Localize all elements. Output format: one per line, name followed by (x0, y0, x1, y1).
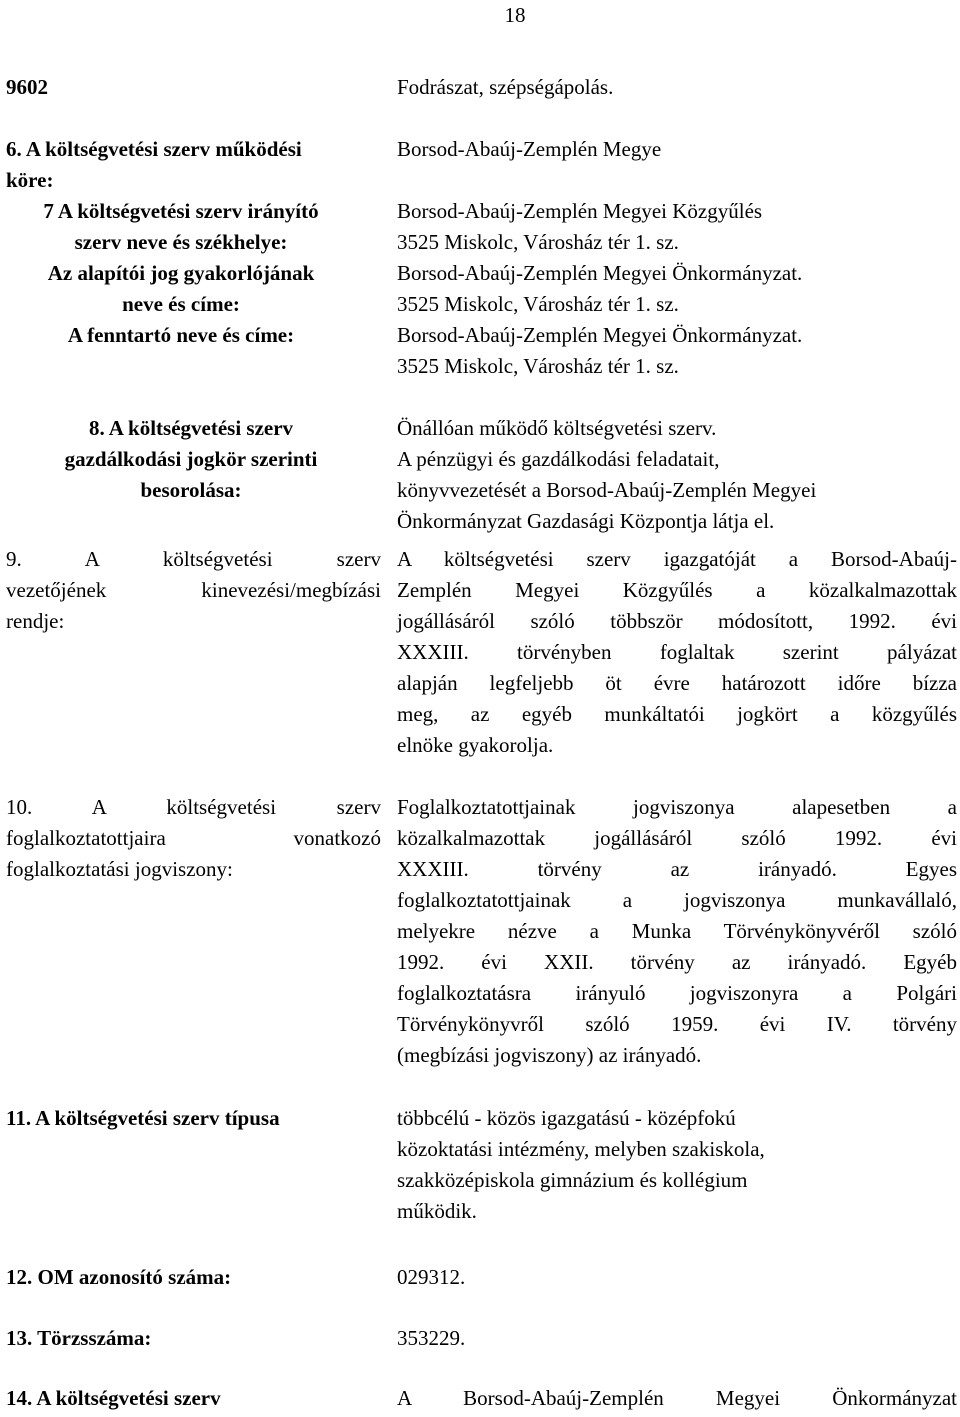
value-line: (megbízási jogviszony) az irányadó. (397, 1043, 702, 1067)
value-line: Borsod-Abaúj-Zemplén Megye (397, 137, 662, 161)
label-line: 13. Törzsszáma: (6, 1326, 152, 1350)
value-line: XXXIII. törvény az irányadó. Egyes (397, 857, 957, 881)
value-line: Borsod-Abaúj-Zemplén Megyei Önkormányzat. (397, 261, 803, 285)
activity-code-label (6, 72, 381, 103)
value-line: Önállóan működő költségvetési szerv. (397, 416, 717, 440)
label-line: rendje: (6, 609, 65, 633)
governing-body-label (6, 196, 356, 258)
founder-label (6, 258, 356, 320)
label-line: 10. A költségvetési szerv (6, 795, 381, 819)
section-14-label (6, 1383, 381, 1414)
founder-value (397, 258, 957, 320)
maintainer-value (397, 320, 957, 382)
label-line: 14. A költségvetési szerv (6, 1386, 221, 1410)
om-id-label (6, 1262, 381, 1293)
label-line: A fenntartó neve és címe: (67, 323, 295, 347)
value-line: Borsod-Abaúj-Zemplén Megyei Önkormányzat. (397, 323, 803, 347)
label-line: 11. A költségvetési szerv típusa (6, 1106, 280, 1130)
value-line: 3525 Miskolc, Városház tér 1. sz. (397, 292, 679, 316)
value-line: jogállásáról szóló többször módosított, 1992. évi (397, 609, 957, 633)
maintainer-label (6, 320, 356, 351)
value-line: elnöke gyakorolja. (397, 733, 554, 757)
value-line: alapján legfeljebb öt évre határozott időre bízza (397, 671, 957, 695)
value-line: szakközépiskola gimnázium és kollégium (397, 1168, 748, 1192)
value-line: XXXIII. törvényben foglaltak szerint pályázat (397, 640, 957, 664)
label-line: foglalkoztatási jogviszony: (6, 857, 233, 881)
value-line: A pénzügyi és gazdálkodási feladatait, (397, 447, 720, 471)
institution-type-label (6, 1103, 381, 1134)
label-line: köre: (6, 168, 54, 192)
value-line: 353229. (397, 1326, 466, 1350)
section-14-value (397, 1383, 957, 1414)
value-line: foglalkoztatottjainak a jogviszonya munkavállaló, (397, 888, 957, 912)
label-line: gazdálkodási jogkör szerinti (64, 447, 318, 471)
label-line: 12. OM azonosító száma: (6, 1265, 232, 1289)
label-line: Az alapítói jog gyakorlójának (47, 261, 315, 285)
value-line: melyekre nézve a Munka Törvénykönyvéről szóló (397, 919, 957, 943)
value-line: működik. (397, 1199, 477, 1223)
value-line: Borsod-Abaúj-Zemplén Megyei Közgyűlés (397, 199, 763, 223)
value-line: 1992. évi XXII. törvény az irányadó. Egyéb (397, 950, 957, 974)
label-line: 9602 (6, 75, 48, 99)
scope-label (6, 134, 381, 196)
value-line: Foglalkoztatottjainak jogviszonya alapesetben a (397, 795, 957, 819)
head-appointment-value (397, 544, 957, 761)
label-line: 9. A költségvetési szerv (6, 547, 381, 571)
page-number: 18 (504, 3, 526, 27)
label-line: foglalkoztatottjaira vonatkozó (6, 826, 381, 850)
om-id-value (397, 1262, 465, 1293)
governing-body-value (397, 196, 957, 258)
value-line: 3525 Miskolc, Városház tér 1. sz. (397, 354, 679, 378)
employment-relationship-label (6, 792, 381, 885)
employment-relationship-value (397, 792, 957, 1071)
institution-type-value (397, 1103, 957, 1227)
label-line: neve és címe: (122, 292, 240, 316)
head-appointment-label (6, 544, 381, 637)
value-line: Fodrászat, szépségápolás. (397, 75, 614, 99)
registry-number-value (397, 1323, 465, 1354)
value-line: meg, az egyéb munkáltatói jogkört a közgyűlés (397, 702, 957, 726)
label-line: vezetőjének kinevezési/megbízási (6, 578, 381, 602)
value-line: közalkalmazottak jogállásáról szóló 1992. évi (397, 826, 957, 850)
registry-number-label (6, 1323, 381, 1354)
label-line: szerv neve és székhelye: (74, 230, 288, 254)
value-line: A költségvetési szerv igazgatóját a Borsod-Abaúj- (397, 547, 957, 571)
value-line: könyvvezetését a Borsod-Abaúj-Zemplén Megyei (397, 478, 817, 502)
scope-value (397, 134, 957, 165)
value-line: 3525 Miskolc, Városház tér 1. sz. (397, 230, 679, 254)
value-line: Zemplén Megyei Közgyűlés a közalkalmazottak (397, 578, 957, 602)
value-line: közoktatási intézmény, melyben szakiskola, (397, 1137, 765, 1161)
management-classification-value (397, 413, 957, 537)
label-line: besorolása: (140, 478, 242, 502)
activity-code-value (397, 72, 957, 103)
label-line: 8. A költségvetési szerv (88, 416, 294, 440)
value-line: foglalkoztatásra irányuló jogviszonyra a Polgári (397, 981, 957, 1005)
management-classification-label (6, 413, 376, 506)
label-line: 6. A költségvetési szerv működési (6, 137, 302, 161)
label-line: 7 A költségvetési szerv irányító (43, 199, 319, 223)
value-line: Önkormányzat Gazdasági Központja látja el. (397, 509, 775, 533)
value-line: A Borsod-Abaúj-Zemplén Megyei Önkormányzat (397, 1386, 957, 1410)
value-line: többcélú - közös igazgatású - középfokú (397, 1106, 736, 1130)
value-line: 029312. (397, 1265, 466, 1289)
value-line: Törvénykönyvről szóló 1959. évi IV. törvény (397, 1012, 957, 1036)
